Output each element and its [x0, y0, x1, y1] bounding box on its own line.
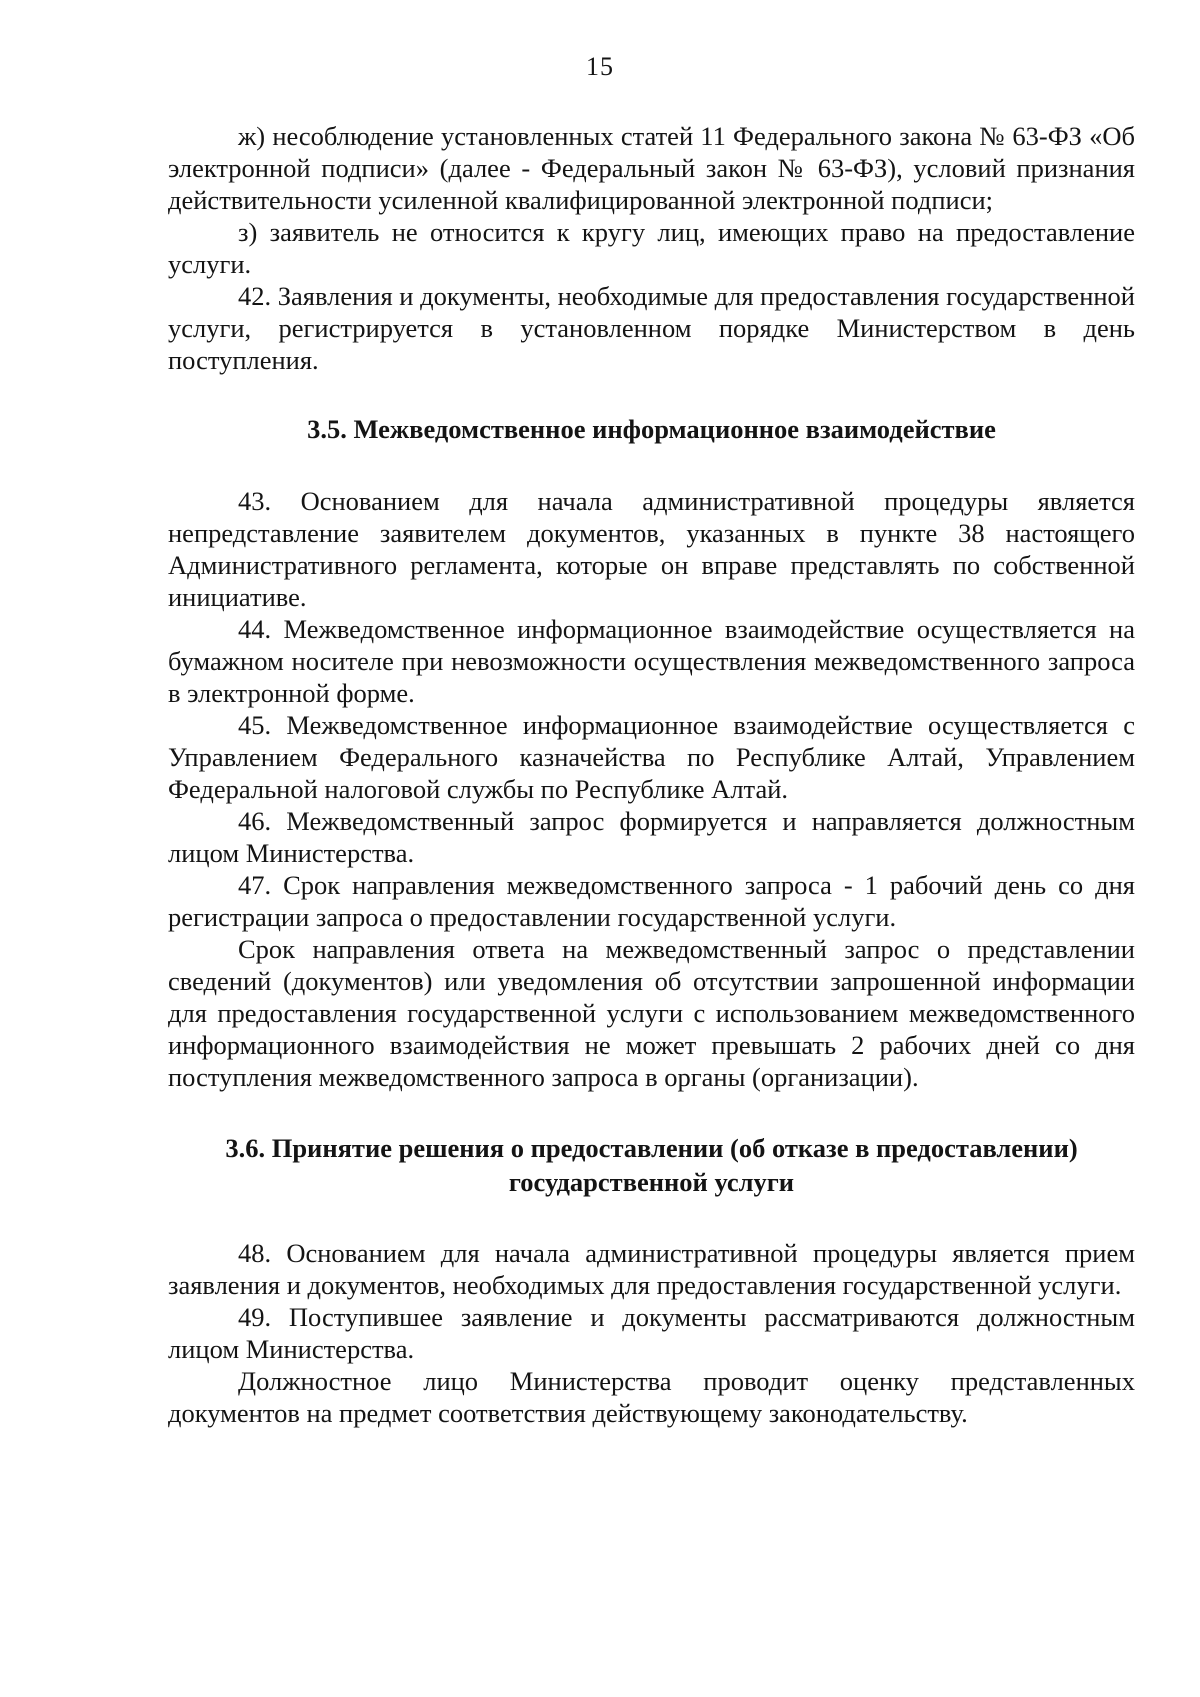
document-body: [168, 120, 1135, 1429]
paragraph-47-response-term: Срок направления ответа на межведомственный запрос о представлении сведений (документов) или уведомления об отсутствии запрошенной информации для предоставления государственной услуги с использованием межведомственного информационного взаимодействия не может превышать 2 рабочих дней со дня поступления межведомственного запроса в органы (организации).: [168, 934, 1135, 1092]
paragraph-45: 45. Межведомственное информационное взаимодействие осуществляется с Управлением Федерального казначейства по Республике Алтай, Управлением Федеральной налоговой службы по Республике Алтай.: [168, 710, 1135, 804]
paragraph-43: 43. Основанием для начала административной процедуры является непредставление заявителем документов, указанных в пункте 38 настоящего Административного регламента, которые он вправе представлять по собственной инициативе.: [168, 486, 1135, 612]
page-number: 15: [586, 52, 614, 81]
paragraph-item-zh: ж) несоблюдение установленных статей 11 Федерального закона № 63-ФЗ «Об электронной подписи» (далее - Федеральный закон № 63-ФЗ), условий признания действительности усиленной квалифицированной электронной подписи;: [168, 121, 1135, 215]
paragraph-49: 49. Поступившее заявление и документы рассматриваются должностным лицом Министерства.: [168, 1302, 1135, 1364]
paragraph-42: 42. Заявления и документы, необходимые для предоставления государственной услуги, регистрируется в установленном порядке Министерством в день поступления.: [168, 281, 1135, 375]
section-heading-3-5: 3.5. Межведомственное информационное взаимодействие: [307, 414, 996, 444]
paragraph-49-assessment: Должностное лицо Министерства проводит оценку представленных документов на предмет соответствия действующему законодательству.: [168, 1366, 1135, 1428]
paragraph-item-z: з) заявитель не относится к кругу лиц, имеющих право на предоставление услуги.: [168, 217, 1135, 279]
paragraph-44: 44. Межведомственное информационное взаимодействие осуществляется на бумажном носителе при невозможности осуществления межведомственного запроса в электронной форме.: [168, 614, 1135, 708]
paragraph-46: 46. Межведомственный запрос формируется и направляется должностным лицом Министерства.: [168, 806, 1135, 868]
section-heading-3-6: 3.6. Принятие решения о предоставлении (об отказе в предоставлении) государственной услуги: [225, 1133, 1078, 1197]
paragraph-47: 47. Срок направления межведомственного запроса - 1 рабочий день со дня регистрации запроса о предоставлении государственной услуги.: [168, 870, 1135, 932]
paragraph-48: 48. Основанием для начала административной процедуры является прием заявления и документов, необходимых для предоставления государственной услуги.: [168, 1238, 1135, 1300]
